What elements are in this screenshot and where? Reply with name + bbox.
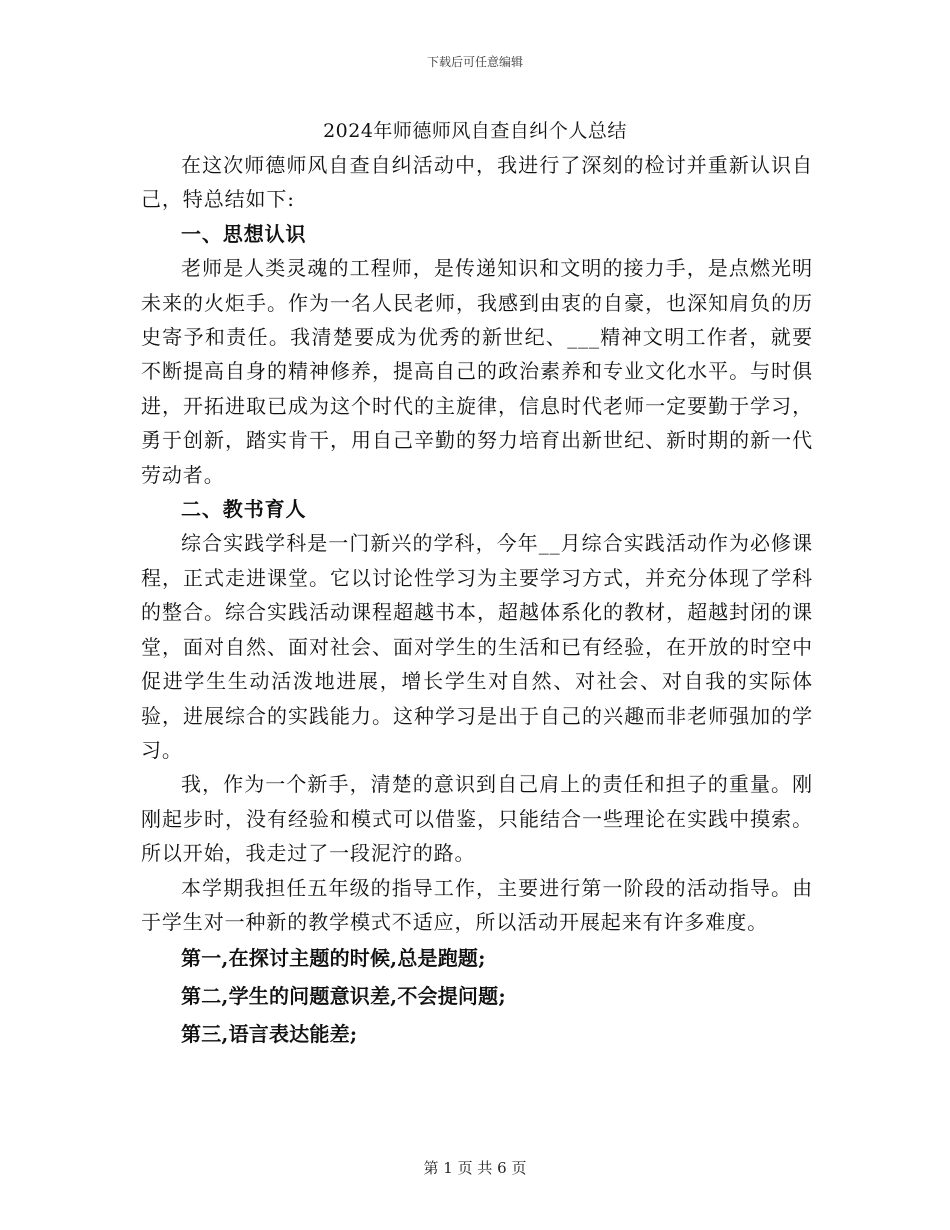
section-paragraph-thought: 老师是人类灵魂的工程师，是传递知识和文明的接力手，是点燃光明未来的火炬手。作为一名人民老师，我感到由衷的自豪，也深知肩负的历史寄予和责任。我清楚要成为优秀的新世纪、___精神文明工作者，就要不断提高自身的精神修养，提高自己的政治素养和专业文化水平。与时俱进，开拓进取已成为这个时代的主旋律，信息时代老师一定要勤于学习，勇于创新，踏实肯干，用自己辛勤的努力培育出新世纪、新时期的新一代劳动者。 (141, 256, 813, 487)
section-paragraph-semester: 本学期我担任五年级的指导工作，主要进行第一阶段的活动指导。由于学生对一种新的教学模式不适应，所以活动开展起来有许多难度。 (141, 875, 813, 934)
point-item: 第三,语言表达能差; (181, 1022, 358, 1047)
intro-paragraph: 在这次师德师风自查自纠活动中，我进行了深刻的检讨并重新认识自己，特总结如下: (141, 153, 813, 212)
point-item: 第一,在探讨主题的时候,总是跑题; (181, 946, 486, 971)
section-heading-thought: 一、思想认识 (181, 221, 307, 246)
point-item: 第二,学生的问题意识差,不会提问题; (181, 984, 506, 1009)
page-number: 第 1 页 共 6 页 (423, 1159, 527, 1177)
header-note: 下载后可任意编辑 (426, 55, 523, 69)
document-title: 2024年师德师风自查自纠个人总结 (323, 120, 627, 142)
section-paragraph-newcomer: 我，作为一个新手，清楚的意识到自己肩上的责任和担子的重量。刚刚起步时，没有经验和模式可以借鉴，只能结合一些理论在实践中摸索。所以开始，我走过了一段泥泞的路。 (141, 772, 813, 866)
section-heading-teaching: 二、教书育人 (181, 497, 307, 522)
section-paragraph-practice: 综合实践学科是一门新兴的学科，今年__月综合实践活动作为必修课程，正式走进课堂。它以讨论性学习为主要学习方式，并充分体现了学科的整合。综合实践活动课程超越书本，超越体系化的教材，超越封闭的课堂，面对自然、面对社会、面对学生的生活和已有经验，在开放的时空中促进学生生动活泼地进展，增长学生对自然、对社会、对自我的实际体验，进展综合的实践能力。这种学习是出于自己的兴趣而非老师强加的学习。 (141, 531, 813, 762)
document-body (141, 148, 813, 1053)
